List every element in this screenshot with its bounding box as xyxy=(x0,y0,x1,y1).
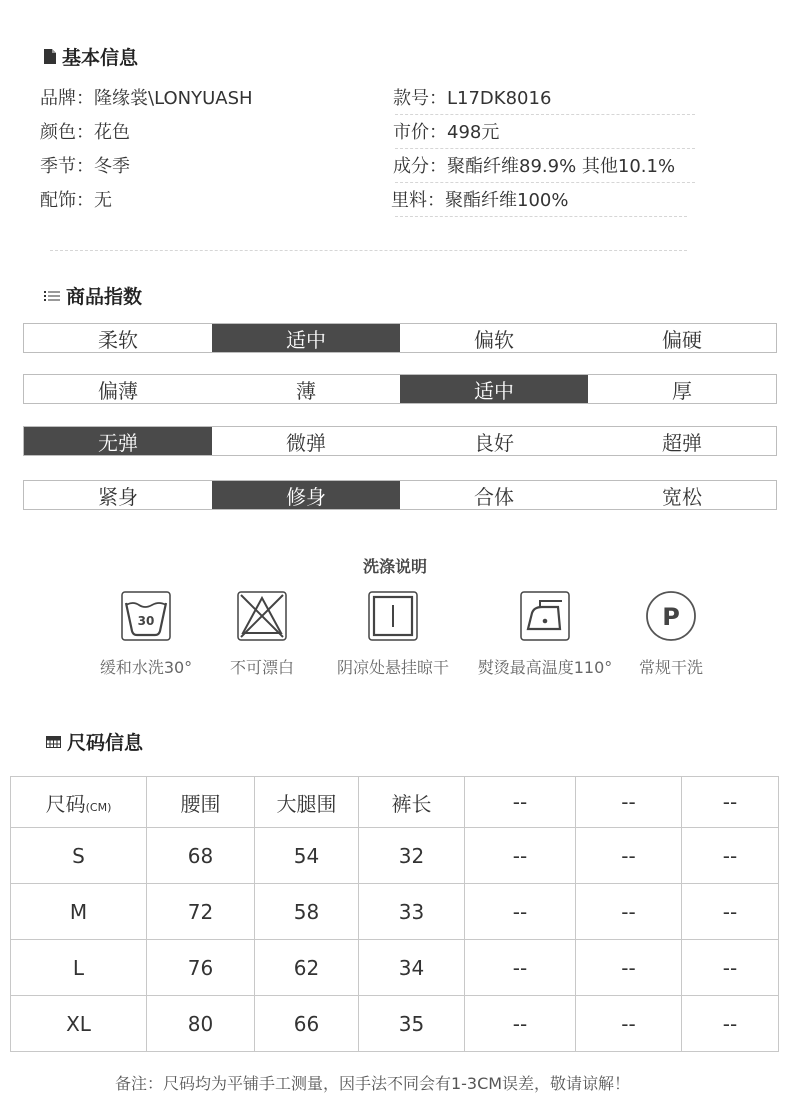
table-row xyxy=(11,884,779,940)
info-style-no xyxy=(393,84,551,110)
info-label: 里料： xyxy=(391,190,445,211)
index-option: 超弹 xyxy=(662,430,702,455)
table-header-cell: -- xyxy=(576,777,682,828)
table-cell: -- xyxy=(682,828,779,884)
table-header-cell: -- xyxy=(465,777,576,828)
info-lining xyxy=(391,186,568,212)
product-index-title xyxy=(44,282,142,309)
table-cell: 54 xyxy=(255,828,359,884)
wash-label: 缓和水洗30° xyxy=(99,658,193,677)
wash-item-hang-dry xyxy=(328,590,458,678)
index-option: 偏薄 xyxy=(98,378,138,403)
table-cell: -- xyxy=(465,996,576,1052)
table-cell: -- xyxy=(682,884,779,940)
index-option: 偏软 xyxy=(474,327,514,352)
wash-temp-text: 30 xyxy=(137,614,155,628)
softness-row xyxy=(23,323,777,353)
info-label: 季节： xyxy=(40,156,94,177)
table-cell: 35 xyxy=(359,996,465,1052)
table-cell: -- xyxy=(576,996,682,1052)
divider xyxy=(395,114,695,115)
table-cell: -- xyxy=(465,940,576,996)
wash-label: 熨烫最高温度110° xyxy=(477,658,613,677)
info-color xyxy=(40,118,130,144)
index-option: 偏硬 xyxy=(662,327,702,352)
table-icon xyxy=(46,736,61,748)
no-bleach-icon xyxy=(237,590,287,642)
table-cell: 32 xyxy=(359,828,465,884)
table-cell: -- xyxy=(682,996,779,1052)
product-index-title-text: 商品指数 xyxy=(66,286,143,308)
size-unit-label: (CM) xyxy=(85,800,112,814)
index-option: 无弹 xyxy=(24,427,212,455)
table-cell: -- xyxy=(576,884,682,940)
table-cell: 68 xyxy=(147,828,255,884)
wash-item-dry-clean xyxy=(628,590,714,678)
table-row xyxy=(11,828,779,884)
info-label: 颜色： xyxy=(40,122,94,143)
info-brand xyxy=(40,84,253,110)
divider xyxy=(50,250,687,251)
table-cell: 76 xyxy=(147,940,255,996)
table-cell: -- xyxy=(465,884,576,940)
wash-label: 常规干洗 xyxy=(638,658,703,677)
table-cell: -- xyxy=(576,828,682,884)
hang-dry-icon xyxy=(368,590,418,642)
size-info-title-text: 尺码信息 xyxy=(67,732,144,754)
table-header-row xyxy=(11,777,779,828)
table-cell: 33 xyxy=(359,884,465,940)
table-cell: 72 xyxy=(147,884,255,940)
divider xyxy=(395,148,695,149)
info-value: 花色 xyxy=(94,122,130,143)
table-row xyxy=(11,940,779,996)
table-header-cell: -- xyxy=(682,777,779,828)
info-label: 配饰： xyxy=(40,190,94,211)
index-option: 良好 xyxy=(474,430,514,455)
wash-item-30 xyxy=(96,590,196,678)
table-cell: S xyxy=(11,828,147,884)
index-option: 微弹 xyxy=(286,430,326,455)
info-accessory xyxy=(40,186,112,212)
info-label: 款号： xyxy=(393,88,447,109)
info-season xyxy=(40,152,130,178)
table-header-cell: 裤长 xyxy=(359,777,465,828)
wash-label: 阴凉处悬挂晾干 xyxy=(336,658,449,677)
index-option: 修身 xyxy=(212,481,400,509)
info-composition xyxy=(393,152,675,178)
index-option: 紧身 xyxy=(98,484,138,509)
table-header-cell: 腰围 xyxy=(147,777,255,828)
document-icon xyxy=(44,49,56,64)
dry-clean-letter: P xyxy=(662,603,680,631)
table-cell: 34 xyxy=(359,940,465,996)
info-value: 聚酯纤维100% xyxy=(445,190,569,211)
size-col-label: 尺码 xyxy=(45,791,86,816)
index-option: 厚 xyxy=(672,378,692,403)
thickness-row xyxy=(23,374,777,404)
info-value: 冬季 xyxy=(94,156,130,177)
table-header-cell: 大腿围 xyxy=(255,777,359,828)
index-option: 宽松 xyxy=(662,484,702,509)
index-option: 柔软 xyxy=(98,327,138,352)
info-value: 聚酯纤维89.9% 其他10.1% xyxy=(447,156,676,177)
info-value: L17DK8016 xyxy=(447,88,552,109)
info-label: 成分： xyxy=(393,156,447,177)
table-cell: 62 xyxy=(255,940,359,996)
index-option: 适中 xyxy=(212,324,400,352)
basic-info-title xyxy=(44,43,138,70)
divider xyxy=(395,182,695,183)
table-cell: -- xyxy=(576,940,682,996)
iron-icon xyxy=(520,590,570,642)
info-value: 498元 xyxy=(447,122,500,143)
wash-item-iron xyxy=(472,590,618,678)
table-cell: 80 xyxy=(147,996,255,1052)
list-icon xyxy=(44,290,60,302)
info-label: 品牌： xyxy=(40,88,94,109)
table-cell: XL xyxy=(11,996,147,1052)
index-option: 薄 xyxy=(296,378,316,403)
info-label: 市价： xyxy=(393,122,447,143)
divider xyxy=(395,216,687,217)
info-price xyxy=(393,118,499,144)
table-header-cell xyxy=(11,777,147,828)
wash-30-icon xyxy=(121,590,171,642)
index-option: 适中 xyxy=(400,375,588,403)
wash-label: 不可漂白 xyxy=(229,658,294,677)
wash-item-no-bleach xyxy=(212,590,312,678)
dry-clean-icon xyxy=(645,590,697,642)
table-row xyxy=(11,996,779,1052)
info-value: 隆缘裳\LONYUASH xyxy=(94,88,253,109)
table-cell: -- xyxy=(682,940,779,996)
size-table xyxy=(10,776,779,1052)
elasticity-row xyxy=(23,426,777,456)
table-cell: L xyxy=(11,940,147,996)
table-cell: 58 xyxy=(255,884,359,940)
size-info-title xyxy=(46,728,143,755)
table-cell: -- xyxy=(465,828,576,884)
info-value: 无 xyxy=(94,190,112,211)
table-cell: M xyxy=(11,884,147,940)
fit-row xyxy=(23,480,777,510)
size-note: 备注：尺码均为平铺手工测量，因手法不同会有1-3CM误差，敬请谅解！ xyxy=(114,1074,631,1093)
basic-info-title-text: 基本信息 xyxy=(62,47,139,69)
index-option: 合体 xyxy=(474,484,514,509)
table-cell: 66 xyxy=(255,996,359,1052)
wash-title: 洗涤说明 xyxy=(362,557,427,576)
